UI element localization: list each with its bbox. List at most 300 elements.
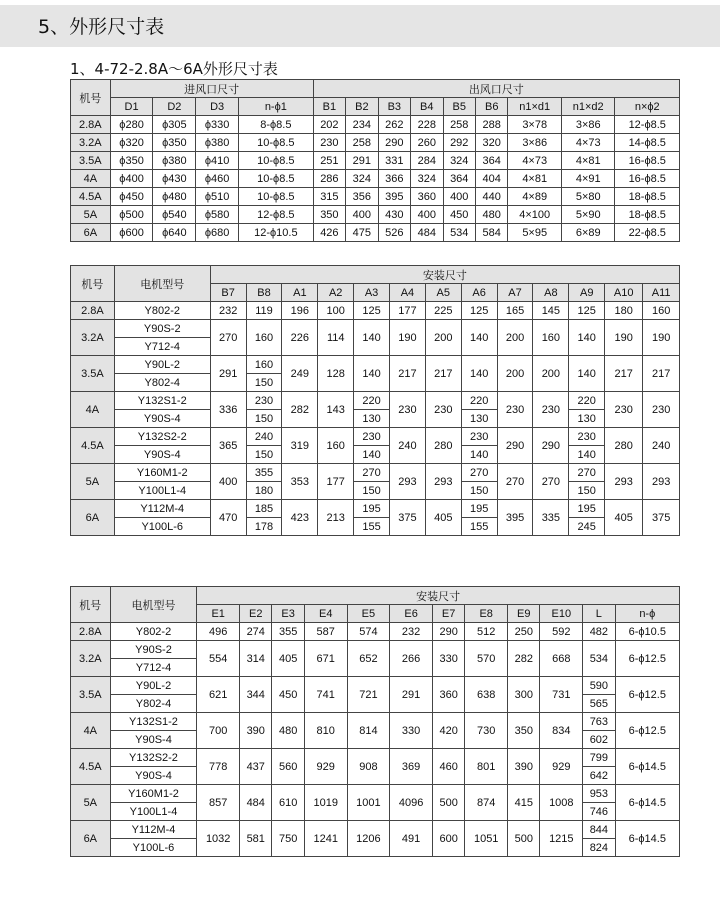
data-cell: 4×73 [508, 152, 562, 170]
data-cell: 4×89 [508, 188, 562, 206]
data-cell: 217 [605, 356, 643, 392]
column-header: E2 [240, 605, 272, 623]
table-row [71, 785, 680, 803]
data-cell: 496 [197, 623, 240, 641]
data-cell: 824 [583, 839, 615, 857]
model-cell: 3.5A [71, 356, 115, 392]
data-cell: ϕ280 [110, 116, 153, 134]
motor-cell: Y132S2-2 [110, 749, 197, 767]
data-cell: 160 [246, 356, 282, 374]
motor-cell: Y132S1-2 [110, 713, 197, 731]
data-cell: 130 [569, 410, 605, 428]
data-cell: 4096 [390, 785, 433, 821]
data-cell: 1206 [347, 821, 390, 857]
column-header: D2 [153, 98, 196, 116]
data-cell: 565 [583, 695, 615, 713]
data-cell: 1001 [347, 785, 390, 821]
data-cell: 484 [411, 224, 443, 242]
motor-cell: Y132S1-2 [114, 392, 210, 410]
data-cell: 140 [461, 356, 497, 392]
data-cell: 400 [346, 206, 378, 224]
table-row [71, 641, 680, 659]
data-cell: 217 [425, 356, 461, 392]
data-cell: 293 [643, 464, 680, 500]
data-cell: 145 [533, 302, 569, 320]
data-cell: 4×73 [561, 134, 615, 152]
data-cell: 314 [240, 641, 272, 677]
data-cell: 6-ϕ14.5 [615, 821, 679, 857]
column-header: B3 [378, 98, 410, 116]
table-row [71, 677, 680, 695]
data-cell: ϕ450 [110, 188, 153, 206]
data-cell: 366 [378, 170, 410, 188]
data-cell: ϕ510 [196, 188, 239, 206]
motor-cell: Y90S-4 [114, 446, 210, 464]
data-cell: 369 [390, 749, 433, 785]
data-cell: 953 [583, 785, 615, 803]
data-cell: 280 [425, 428, 461, 464]
data-cell: 324 [346, 170, 378, 188]
data-cell: ϕ500 [110, 206, 153, 224]
model-cell: 2.8A [71, 623, 111, 641]
data-cell: 150 [354, 482, 390, 500]
column-group-header: 安装尺寸 [197, 587, 680, 605]
data-cell: 6-ϕ12.5 [615, 713, 679, 749]
column-header: L [583, 605, 615, 623]
data-cell: 437 [240, 749, 272, 785]
data-cell: 140 [354, 446, 390, 464]
data-cell: 584 [475, 224, 507, 242]
motor-cell: Y160M1-2 [114, 464, 210, 482]
data-cell: 400 [210, 464, 246, 500]
data-cell: 5×90 [561, 206, 615, 224]
data-cell: 250 [508, 623, 540, 641]
data-cell: 404 [475, 170, 507, 188]
data-cell: 395 [497, 500, 533, 536]
column-group-header: 安装尺寸 [210, 266, 679, 284]
data-cell: 3×86 [561, 116, 615, 134]
data-cell: 217 [643, 356, 680, 392]
data-cell: 160 [246, 320, 282, 356]
data-cell: 180 [246, 482, 282, 500]
data-cell: 12-ϕ8.5 [239, 206, 314, 224]
data-cell: 440 [475, 188, 507, 206]
data-cell: 232 [390, 623, 433, 641]
data-cell: 282 [508, 641, 540, 677]
column-header: n1×d2 [561, 98, 615, 116]
data-cell: 746 [583, 803, 615, 821]
data-cell: ϕ430 [153, 170, 196, 188]
data-cell: 12-ϕ8.5 [615, 116, 680, 134]
data-cell: 6-ϕ14.5 [615, 785, 679, 821]
data-cell: 491 [390, 821, 433, 857]
data-cell: 274 [240, 623, 272, 641]
data-cell: 16-ϕ8.5 [615, 170, 680, 188]
data-cell: 799 [583, 749, 615, 767]
data-cell: 587 [304, 623, 347, 641]
data-cell: 480 [272, 713, 304, 749]
data-cell: 213 [318, 500, 354, 536]
table-row [71, 392, 680, 410]
data-cell: ϕ350 [110, 152, 153, 170]
data-cell: 600 [432, 821, 464, 857]
data-cell: 14-ϕ8.5 [615, 134, 680, 152]
data-cell: 908 [347, 749, 390, 785]
data-cell: 230 [354, 428, 390, 446]
data-cell: 360 [411, 188, 443, 206]
column-header: A7 [497, 284, 533, 302]
data-cell: 500 [508, 821, 540, 857]
data-cell: ϕ480 [153, 188, 196, 206]
data-cell: 355 [272, 623, 304, 641]
data-cell: 554 [197, 641, 240, 677]
data-cell: 423 [282, 500, 318, 536]
column-header: A1 [282, 284, 318, 302]
data-cell: 4×81 [508, 170, 562, 188]
model-cell: 5A [71, 464, 115, 500]
data-cell: 140 [569, 320, 605, 356]
data-cell: 258 [346, 134, 378, 152]
data-cell: 270 [533, 464, 569, 500]
data-cell: 130 [354, 410, 390, 428]
data-cell: 290 [378, 134, 410, 152]
column-header: 机号 [71, 587, 111, 623]
motor-cell: Y100L1-4 [114, 482, 210, 500]
data-cell: 1215 [540, 821, 583, 857]
motor-cell: Y90L-2 [110, 677, 197, 695]
table-row [71, 713, 680, 731]
data-cell: 291 [210, 356, 246, 392]
data-cell: 801 [465, 749, 508, 785]
column-header: E8 [465, 605, 508, 623]
data-cell: 200 [533, 356, 569, 392]
table-header-row [71, 266, 680, 284]
data-cell: 336 [210, 392, 246, 428]
data-cell: 592 [540, 623, 583, 641]
column-header: E5 [347, 605, 390, 623]
data-cell: 652 [347, 641, 390, 677]
data-cell: 741 [304, 677, 347, 713]
data-cell: ϕ320 [110, 134, 153, 152]
data-cell: 220 [569, 392, 605, 410]
data-cell: ϕ540 [153, 206, 196, 224]
model-cell: 6A [71, 224, 111, 242]
column-header: B1 [313, 98, 345, 116]
table-row [71, 302, 680, 320]
data-cell: 293 [390, 464, 426, 500]
data-cell: 178 [246, 518, 282, 536]
data-cell: 721 [347, 677, 390, 713]
motor-cell: Y90S-2 [110, 641, 197, 659]
data-cell: 344 [240, 677, 272, 713]
data-cell: ϕ640 [153, 224, 196, 242]
data-cell: 470 [210, 500, 246, 536]
data-cell: 395 [378, 188, 410, 206]
data-cell: 150 [569, 482, 605, 500]
model-cell: 3.5A [71, 677, 111, 713]
motor-cell: Y802-2 [110, 623, 197, 641]
data-cell: 292 [443, 134, 475, 152]
data-cell: 590 [583, 677, 615, 695]
model-cell: 6A [71, 821, 111, 857]
data-cell: 232 [210, 302, 246, 320]
column-header: E1 [197, 605, 240, 623]
table-row [71, 410, 680, 428]
table-row [71, 623, 680, 641]
column-header: A10 [605, 284, 643, 302]
column-header: A5 [425, 284, 461, 302]
data-cell: 375 [390, 500, 426, 536]
data-cell: 4×81 [561, 152, 615, 170]
data-cell: 177 [318, 464, 354, 500]
motor-cell: Y802-2 [114, 302, 210, 320]
data-cell: 1032 [197, 821, 240, 857]
data-cell: 763 [583, 713, 615, 731]
data-cell: 260 [411, 134, 443, 152]
data-cell: 160 [318, 428, 354, 464]
data-cell: 125 [569, 302, 605, 320]
data-cell: 220 [354, 392, 390, 410]
data-cell: ϕ460 [196, 170, 239, 188]
table-row [71, 224, 680, 242]
data-cell: 140 [569, 446, 605, 464]
column-header: D3 [196, 98, 239, 116]
data-cell: 6×89 [561, 224, 615, 242]
motor-cell: Y100L1-4 [110, 803, 197, 821]
column-header: n-ϕ [615, 605, 679, 623]
model-cell: 4.5A [71, 188, 111, 206]
model-cell: 4.5A [71, 428, 115, 464]
data-cell: 6-ϕ10.5 [615, 623, 679, 641]
data-cell: 200 [497, 356, 533, 392]
table-row [71, 749, 680, 767]
data-cell: 119 [246, 302, 282, 320]
data-cell: 335 [533, 500, 569, 536]
outlet-inlet-dimension-table [70, 79, 680, 242]
column-header: n-ϕ1 [239, 98, 314, 116]
data-cell: 143 [318, 392, 354, 428]
data-cell: 10-ϕ8.5 [239, 152, 314, 170]
column-header: D1 [110, 98, 153, 116]
motor-cell: Y90S-4 [110, 731, 197, 749]
motor-cell: Y802-4 [110, 695, 197, 713]
data-cell: 195 [569, 500, 605, 518]
data-cell: ϕ580 [196, 206, 239, 224]
data-cell: 356 [346, 188, 378, 206]
data-cell: 315 [313, 188, 345, 206]
data-cell: 320 [475, 134, 507, 152]
data-cell: 526 [378, 224, 410, 242]
data-cell: 291 [390, 677, 433, 713]
model-cell: 6A [71, 500, 115, 536]
data-cell: 671 [304, 641, 347, 677]
table-row [71, 464, 680, 482]
motor-cell: Y160M1-2 [110, 785, 197, 803]
data-cell: 22-ϕ8.5 [615, 224, 680, 242]
data-cell: 1051 [465, 821, 508, 857]
data-cell: 602 [583, 731, 615, 749]
data-cell: 750 [272, 821, 304, 857]
data-cell: 450 [272, 677, 304, 713]
data-cell: 390 [240, 713, 272, 749]
data-cell: 400 [411, 206, 443, 224]
data-cell: 534 [443, 224, 475, 242]
data-cell: 258 [443, 116, 475, 134]
table-row [71, 821, 680, 839]
data-cell: 560 [272, 749, 304, 785]
data-cell: 150 [246, 446, 282, 464]
data-cell: 350 [508, 713, 540, 749]
data-cell: 282 [282, 392, 318, 428]
installation-dimension-table-b [70, 586, 680, 857]
column-header: E7 [432, 605, 464, 623]
column-header: A4 [390, 284, 426, 302]
data-cell: 140 [461, 446, 497, 464]
data-cell: 857 [197, 785, 240, 821]
subsection-title: 1、4-72-2.8A～6A外形尺寸表 [70, 60, 278, 78]
table-header-row [71, 98, 680, 116]
data-cell: 570 [465, 641, 508, 677]
data-cell: 290 [432, 623, 464, 641]
data-cell: 4×100 [508, 206, 562, 224]
data-cell: 330 [432, 641, 464, 677]
data-cell: 240 [246, 428, 282, 446]
motor-cell: Y802-4 [114, 374, 210, 392]
data-cell: 125 [461, 302, 497, 320]
column-header: E10 [540, 605, 583, 623]
motor-cell: Y90S-4 [110, 767, 197, 785]
model-cell: 3.2A [71, 134, 111, 152]
data-cell: 929 [540, 749, 583, 785]
data-cell: 405 [425, 500, 461, 536]
model-cell: 2.8A [71, 302, 115, 320]
model-cell: 5A [71, 785, 111, 821]
data-cell: 10-ϕ8.5 [239, 170, 314, 188]
data-cell: 230 [497, 392, 533, 428]
data-cell: 290 [533, 428, 569, 464]
data-cell: 331 [378, 152, 410, 170]
data-cell: 8-ϕ8.5 [239, 116, 314, 134]
model-cell: 3.5A [71, 152, 111, 170]
motor-cell: Y712-4 [110, 659, 197, 677]
data-cell: 230 [569, 428, 605, 446]
column-header: B4 [411, 98, 443, 116]
data-cell: 621 [197, 677, 240, 713]
data-cell: 581 [240, 821, 272, 857]
column-header: n1×d1 [508, 98, 562, 116]
data-cell: 778 [197, 749, 240, 785]
data-cell: 834 [540, 713, 583, 749]
data-cell: 240 [643, 428, 680, 464]
data-cell: 140 [354, 356, 390, 392]
table-row [71, 356, 680, 374]
data-cell: 245 [569, 518, 605, 536]
data-cell: 364 [475, 152, 507, 170]
data-cell: 390 [508, 749, 540, 785]
data-cell: 100 [318, 302, 354, 320]
motor-cell: Y112M-4 [110, 821, 197, 839]
data-cell: 10-ϕ8.5 [239, 188, 314, 206]
data-cell: 534 [583, 641, 615, 677]
column-header: n×ϕ2 [615, 98, 680, 116]
table-row [71, 482, 680, 500]
motor-cell: Y100L-6 [114, 518, 210, 536]
model-cell: 4.5A [71, 749, 111, 785]
table-row [71, 518, 680, 536]
data-cell: 230 [533, 392, 569, 428]
data-cell: 155 [354, 518, 390, 536]
data-cell: 400 [443, 188, 475, 206]
data-cell: 874 [465, 785, 508, 821]
data-cell: 319 [282, 428, 318, 464]
data-cell: 230 [605, 392, 643, 428]
installation-dimension-table-a [70, 265, 680, 536]
data-cell: 6-ϕ12.5 [615, 641, 679, 677]
data-cell: 249 [282, 356, 318, 392]
data-cell: 130 [461, 410, 497, 428]
data-cell: 160 [643, 302, 680, 320]
data-cell: ϕ600 [110, 224, 153, 242]
data-cell: 155 [461, 518, 497, 536]
data-cell: 230 [313, 134, 345, 152]
data-cell: 405 [272, 641, 304, 677]
data-cell: 150 [461, 482, 497, 500]
data-cell: 364 [443, 170, 475, 188]
data-cell: 270 [497, 464, 533, 500]
data-cell: 480 [475, 206, 507, 224]
data-cell: 293 [425, 464, 461, 500]
data-cell: 125 [354, 302, 390, 320]
data-cell: 177 [390, 302, 426, 320]
data-cell: 190 [605, 320, 643, 356]
data-cell: 262 [378, 116, 410, 134]
data-cell: 266 [390, 641, 433, 677]
data-cell: 731 [540, 677, 583, 713]
motor-cell: Y100L-6 [110, 839, 197, 857]
data-cell: 668 [540, 641, 583, 677]
data-cell: 574 [347, 623, 390, 641]
motor-cell: Y112M-4 [114, 500, 210, 518]
data-cell: 230 [643, 392, 680, 428]
model-cell: 4A [71, 392, 115, 428]
data-cell: 286 [313, 170, 345, 188]
column-header: E3 [272, 605, 304, 623]
data-cell: 230 [390, 392, 426, 428]
data-cell: 18-ϕ8.5 [615, 188, 680, 206]
data-cell: 460 [432, 749, 464, 785]
column-header: A8 [533, 284, 569, 302]
data-cell: 180 [605, 302, 643, 320]
data-cell: 700 [197, 713, 240, 749]
table-row [71, 320, 680, 338]
data-cell: 484 [240, 785, 272, 821]
data-cell: 4×91 [561, 170, 615, 188]
data-cell: 482 [583, 623, 615, 641]
data-cell: 730 [465, 713, 508, 749]
column-header: E6 [390, 605, 433, 623]
data-cell: 114 [318, 320, 354, 356]
data-cell: 293 [605, 464, 643, 500]
data-cell: 330 [390, 713, 433, 749]
data-cell: 270 [569, 464, 605, 482]
data-cell: 814 [347, 713, 390, 749]
column-header: 机号 [71, 266, 115, 302]
data-cell: 450 [443, 206, 475, 224]
model-cell: 4A [71, 170, 111, 188]
data-cell: 512 [465, 623, 508, 641]
motor-cell: Y712-4 [114, 338, 210, 356]
section-title: 5、外形尺寸表 [38, 16, 165, 38]
